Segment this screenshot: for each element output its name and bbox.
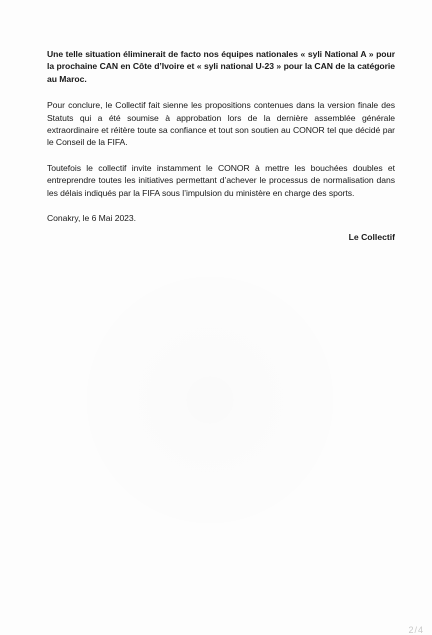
background-watermark (60, 250, 360, 550)
page-number: 2/4 (408, 625, 424, 635)
paragraph-conclusion: Pour conclure, le Collectif fait sienne les propositions contenues dans la version finale des Statuts qui a été soumise à approbation lors de la dernière assemblée générale extraordinaire et réitère toute sa confiance et tout son soutien au CONOR tel que décidé par le Conseil de la FIFA. (47, 100, 395, 148)
signature: Le Collectif (348, 232, 395, 243)
document-body (47, 48, 395, 242)
paragraph-elimination-warning: Une telle situation éliminerait de facto nos équipes nationales « syli National A » pour la prochaine CAN en Côte d’Ivoire et « syli national U-23 » pour la CAN de la catégorie au Maroc. (47, 49, 395, 84)
paragraph-invitation: Toutefois le collectif invite instamment le CONOR à mettre les bouchées doubles et entreprendre toutes les initiatives permettant d’achever le processus de normalisation dans les délais indiqués par la FIFA sous l’impulsion du ministère en charge des sports. (47, 162, 395, 198)
date-line: Conakry, le 6 Mai 2023. (47, 213, 136, 224)
